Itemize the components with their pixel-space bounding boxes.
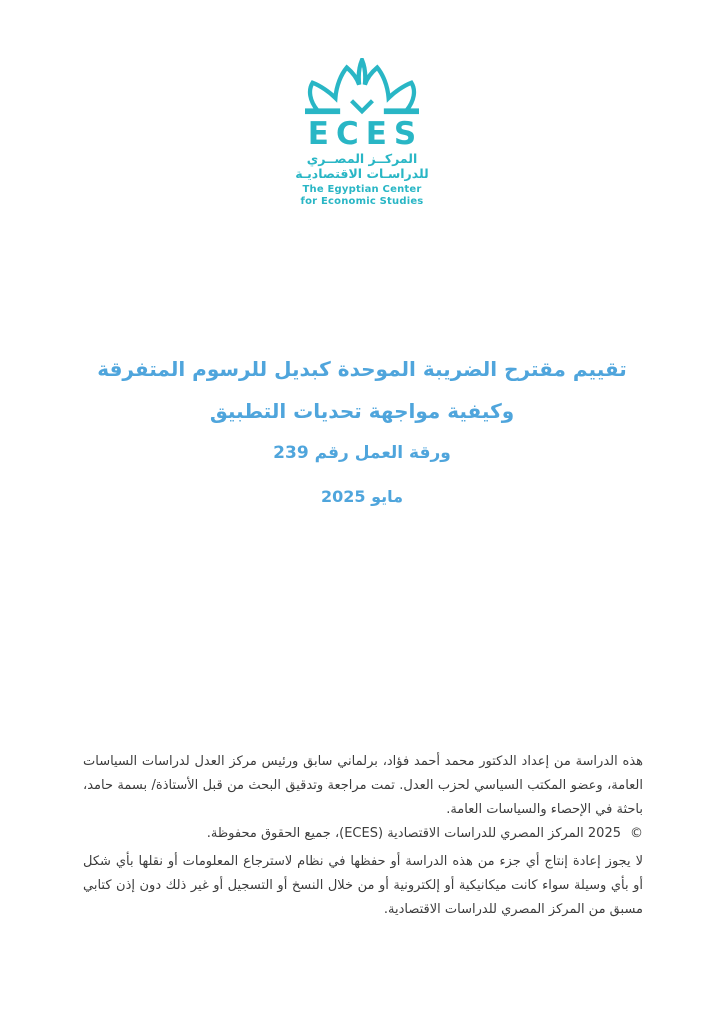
copyright-symbol: © [630,826,643,841]
acknowledgment-paragraph: هذه الدراسة من إعداد الدكتور محمد أحمد فؤاد، برلماني سابق ورئيس مركز العدل لدراسات السياسات العامة، وعضو المكتب السياسي لحزب العدل. تمت مراجعة وتدقيق البحث من قبل الأستاذة/ بسمة حامد، باحثة في الإحصاء والسياسات العامة. [83,754,643,817]
footer-notes [83,750,643,922]
eces-logo [0,58,724,207]
logo-english-name-line1: The Egyptian Center [302,184,422,195]
copyright-text: 2025 المركز المصري للدراسات الاقتصادية (ECES)، جميع الحقوق محفوظة. [206,826,621,841]
title-block [0,348,724,509]
rights-notice-paragraph: لا يجوز إعادة إنتاج أي جزء من هذه الدراسة أو حفظها في نظام لاسترجاع المعلومات أو نقلها بأي شكل أو بأي وسيلة سواء كانت ميكانيكية أو إلكترونية أو من خلال النسخ أو التسجيل أو غير ذلك دون إذن كتابي مسبق من المركز المصري للدراسات الاقتصادية. [83,854,643,917]
paper-title-line1: تقييم مقترح الضريبة الموحدة كبديل للرسوم المتفرقة [97,357,627,381]
logo-english-name-line2: for Economic Studies [300,195,424,207]
copyright-line [83,822,643,846]
logo-arabic-name-line2: للدراسـات الاقتصاديـة [295,165,429,181]
paper-title-line2: وكيفية مواجهة تحديات التطبيق [209,399,515,423]
publication-date: مايو 2025 [320,487,404,506]
working-paper-number: ورقة العمل رقم 239 [273,443,451,463]
lotus-flower-icon [305,58,419,117]
logo-acronym: ECES [307,116,424,152]
logo-arabic-name-line1: المركــز المصــري [306,151,418,166]
